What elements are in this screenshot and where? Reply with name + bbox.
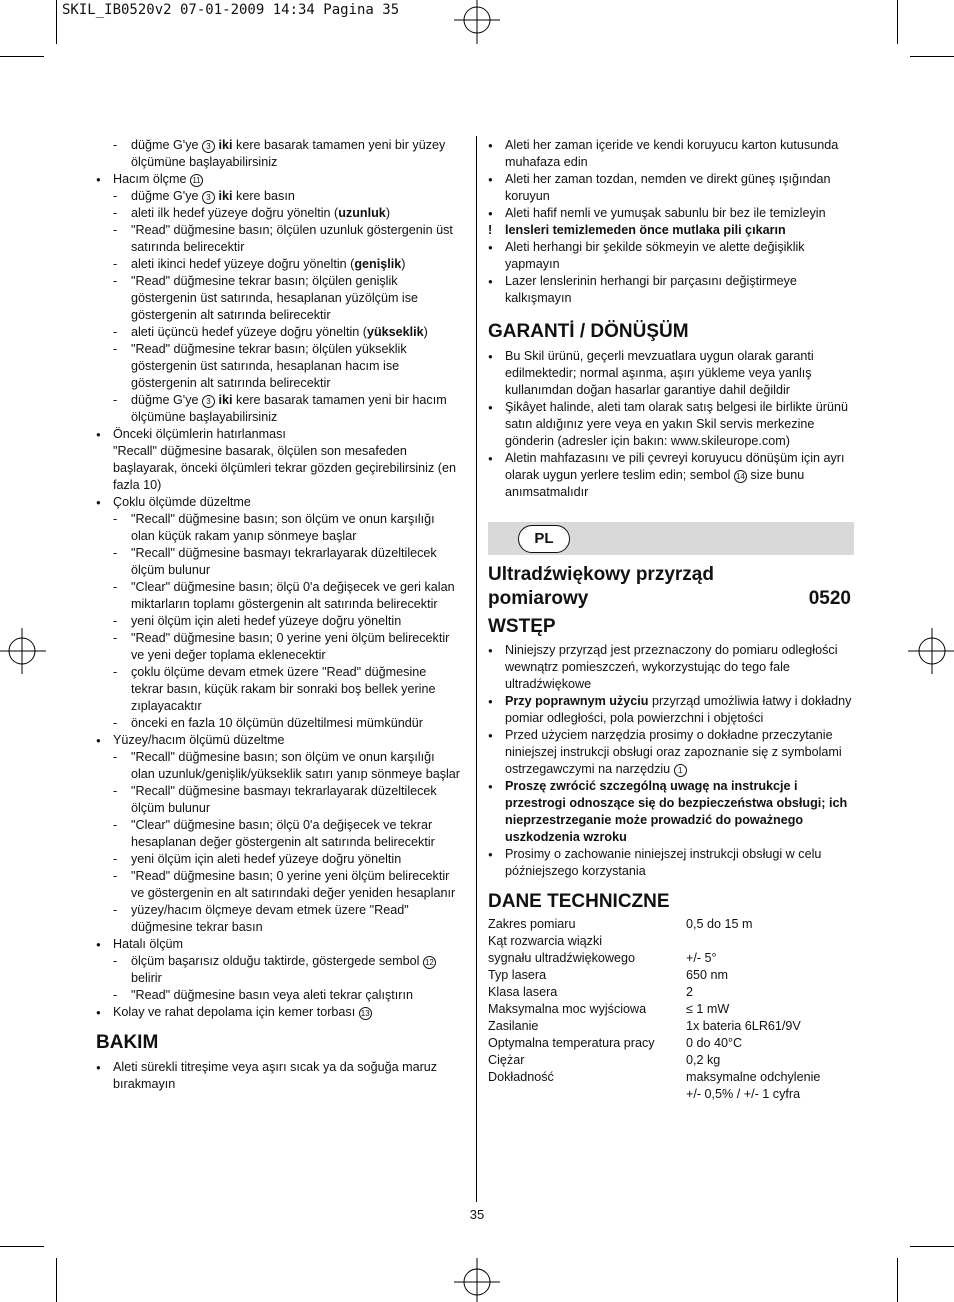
section-heading-bakim: BAKIM — [96, 1032, 159, 1053]
list-item: - "Read" düğmesine basın; 0 yerine yeni ölçüm belirecektir ve göstergenin en alt satırındaki değer yeniden hesaplanır — [96, 868, 461, 902]
list-item: ● Aleti her zaman tozdan, nemden ve direkt güneş ışığından koruyun — [488, 171, 854, 205]
registration-mark-left — [0, 626, 48, 676]
list-item: ● Proszę zwrócić szczególną uwagę na instrukcje i przestrogi odnoszące się do bezpieczeństwa obsługi; ich nieprzestrzeganie może prowadzić do poważnego uszkodzenia wzroku — [488, 778, 854, 846]
list-item: - önceki en fazla 10 ölçümün düzeltilmesi mümkündür — [96, 715, 461, 732]
paragraph: "Recall" düğmesine basarak, ölçülen son mesafeden başlayarak, önceki ölçümleri tekrar gözden geçirebilirsiniz (en fazla 10) — [113, 444, 456, 492]
tech-row: Klasa lasera 2 — [488, 985, 694, 999]
list-item: ● Aleti hafif nemli ve yumuşak sabunlu bir bez ile temizleyin — [488, 205, 854, 222]
section-heading-garanti: GARANTİ / DÖNÜŞÜM — [488, 321, 689, 342]
circled-number: 13 — [359, 1007, 372, 1020]
list-item: ● Lazer lenslerinin herhangi bir parçasını değiştirmeye kalkışmayın — [488, 273, 854, 307]
list-item: - "Read" düğmesine tekrar basın; ölçülen genişlik göstergenin üst satırında, hesaplanan yüzölçüm ise göstergenin alt satırında belirecektir — [96, 273, 461, 324]
column-divider — [476, 136, 477, 1202]
crop-mark — [56, 0, 57, 44]
circled-number: 3 — [202, 191, 215, 204]
circled-number: 14 — [734, 470, 747, 483]
tech-row: Kąt rozwarcia wiązki — [488, 934, 603, 948]
list-item: - aleti üçüncü hedef yüzeye doğru yöneltin (yükseklik) — [96, 324, 461, 341]
list-item: - çoklu ölçüme devam etmek üzere "Read" düğmesine tekrar basın, küçük rakam bir sonraki boş bellek yerine zıplayacaktır — [96, 664, 461, 715]
registration-mark-right — [906, 626, 954, 676]
list-item: ● Aleti her zaman içeride ve kendi koruyucu karton kutusunda muhafaza edin — [488, 137, 854, 171]
tech-row: Maksymalna moc wyjściowa ≤ 1 mW — [488, 1002, 730, 1016]
print-slug: SKIL_IB0520v2 07-01-2009 14:34 Pagina 35 — [62, 2, 400, 18]
list-item: ● Przed użyciem narzędzia prosimy o dokładne przeczytanie niniejszej instrukcji obsługi oraz zapoznanie się z symbolami ostrzegawczymi na narzędziu 1 — [488, 727, 854, 778]
language-bar — [488, 522, 854, 555]
circled-number: 3 — [202, 140, 215, 153]
list-item: ● Hacım ölçme 11 — [96, 171, 461, 188]
list-item: - "Read" düğmesine basın; ölçülen uzunluk göstergenin üst satırında belirecektir — [96, 222, 461, 256]
crop-mark — [897, 1258, 898, 1302]
list-item: ● Przy poprawnym użyciu przyrząd umożliwia łatwy i dokładny pomiar odległości, pola powierzchni i objętości — [488, 693, 854, 727]
list-item: - yüzey/hacım ölçmeye devam etmek üzere "Read" düğmesine tekrar basın — [96, 902, 461, 936]
circled-number: 12 — [423, 956, 436, 969]
circled-number: 3 — [202, 395, 215, 408]
list-item: - "Recall" düğmesine basın; son ölçüm ve onun karşılığı olan uzunluk/genişlik/yükseklik satırı yanıp sönmeye başlar — [96, 749, 461, 783]
list-item: ● Aleti sürekli titreşime veya aşırı sıcak ya da soğuğa maruz bırakmayın — [96, 1059, 461, 1093]
list-item: - düğme G'ye 3 iki kere basın — [96, 188, 461, 205]
list-item: - "Clear" düğmesine basın; ölçü 0'a değişecek ve tekrar hesaplanan değer göstergenin alt satırında belirecektir — [96, 817, 461, 851]
language-badge: PL — [518, 525, 570, 553]
list-item: - "Clear" düğmesine basın; ölçü 0'a değişecek ve geri kalan miktarların toplamı göstergenin alt satırında belirecektir — [96, 579, 461, 613]
crop-mark — [0, 1246, 44, 1247]
list-item: - "Read" düğmesine basın; 0 yerine yeni ölçüm belirecektir ve yeni değer toplama eklenecektir — [96, 630, 461, 664]
list-item: ● Önceki ölçümlerin hatırlanması — [96, 426, 461, 443]
list-item: ● Hatalı ölçüm — [96, 936, 461, 953]
tech-row: +/- 0,5% / +/- 1 cyfra — [686, 1087, 801, 1101]
page-number: 35 — [469, 1207, 485, 1222]
list-item: ● Aletin mahfazasını ve pili çevreyi koruyucu dönüşüm için ayrı olarak uygun yerlere teslim edin; sembol 14 size bunu anımsatmalıdır — [488, 450, 854, 501]
list-item: - "Recall" düğmesine basmayı tekrarlayarak düzeltilecek ölçüm bulunur — [96, 783, 461, 817]
list-item: ● Çoklu ölçümde düzeltme — [96, 494, 461, 511]
crop-mark — [910, 1246, 954, 1247]
tech-row: Ciężar 0,2 kg — [488, 1053, 721, 1067]
list-item: - yeni ölçüm için aleti hedef yüzeye doğru yöneltin — [96, 851, 461, 868]
list-item: ● Şikâyet halinde, aleti tam olarak satış belgesi ile birlikte ürünü satın aldığınız yere veya en yakın Skil servis merkezine gönderin (adresler için bakın: www.skileurope.com) — [488, 399, 854, 450]
list-item: ● Bu Skil ürünü, geçerli mevzuatlara uygun olarak garanti edilmektedir; normal aşınma, aşırı yükleme veya yanlış kullanımdan doğan hasarlar garantiye dahil değildir — [488, 348, 854, 399]
product-title-line2 — [488, 587, 851, 611]
list-item: ● Prosimy o zachowanie niniejszej instrukcji obsługi w celu późniejszego korzystania — [488, 846, 854, 880]
crop-mark — [56, 1258, 57, 1302]
list-item: - "Read" düğmesine basın veya aleti tekrar çalıştırın — [96, 987, 461, 1004]
crop-mark — [0, 56, 44, 57]
tech-table — [488, 916, 854, 1103]
tech-row: Zasilanie 1x bateria 6LR61/9V — [488, 1019, 801, 1033]
list-item: ● Niniejszy przyrząd jest przeznaczony do pomiaru odległości wewnątrz pomieszczeń, wykorzystując do tego fale ultradźwiękowe — [488, 642, 854, 693]
registration-mark-top — [452, 0, 502, 46]
list-item: - aleti ikinci hedef yüzeye doğru yöneltin (genişlik) — [96, 256, 461, 273]
tech-row: Dokładność maksymalne odchylenie — [488, 1070, 821, 1084]
circled-number: 1 — [674, 764, 687, 777]
tech-row: Typ lasera 650 nm — [488, 968, 729, 982]
section-heading-wstep: WSTĘP — [488, 616, 556, 637]
list-item: - düğme G'ye 3 iki kere basarak tamamen yeni bir yüzey ölçümüne başlayabilirsiniz — [96, 137, 461, 171]
list-item: ● Kolay ve rahat depolama için kemer torbası 13 — [96, 1004, 461, 1021]
list-item: ● Yüzey/hacım ölçümü düzeltme — [96, 732, 461, 749]
list-item: - "Read" düğmesine tekrar basın; ölçülen yükseklik göstergenin üst satırında, hesaplanan hacım ise göstergenin alt satırında belirecektir — [96, 341, 461, 392]
crop-mark — [910, 56, 954, 57]
list-item: - "Recall" düğmesine basmayı tekrarlayarak düzeltilecek ölçüm bulunur — [96, 545, 461, 579]
product-model: 0520 — [808, 588, 851, 609]
list-item: - ölçüm başarısız olduğu taktirde, göstergede sembol 12 belirir — [96, 953, 461, 987]
list-item: ● Aleti herhangi bir şekilde sökmeyin ve alette değişiklik yapmayın — [488, 239, 854, 273]
list-item: - düğme G'ye 3 iki kere basarak tamamen yeni bir hacım ölçümüne başlayabilirsiniz — [96, 392, 461, 426]
left-column — [96, 137, 461, 1093]
crop-mark — [897, 0, 898, 44]
tech-row: Optymalna temperatura pracy 0 do 40°C — [488, 1036, 743, 1050]
list-item: - aleti ilk hedef yüzeye doğru yöneltin (uzunluk) — [96, 205, 461, 222]
tech-row: Zakres pomiaru 0,5 do 15 m — [488, 917, 753, 931]
list-item: - yeni ölçüm için aleti hedef yüzeye doğru yöneltin — [96, 613, 461, 630]
tech-row: sygnału ultradźwiękowego +/- 5° — [488, 951, 717, 965]
registration-mark-bottom — [452, 1256, 502, 1302]
product-title-word: pomiarowy — [488, 588, 589, 609]
product-title-line1: Ultradźwiękowy przyrząd — [488, 564, 714, 585]
section-heading-dane: DANE TECHNICZNE — [488, 891, 670, 912]
right-column — [488, 137, 854, 1103]
list-item: - "Recall" düğmesine basın; son ölçüm ve onun karşılığı olan küçük rakam yanıp sönmeye başlar — [96, 511, 461, 545]
circled-number: 11 — [190, 174, 203, 187]
warning-item: ! lensleri temizlemeden önce mutlaka pili çıkarın — [488, 222, 854, 239]
